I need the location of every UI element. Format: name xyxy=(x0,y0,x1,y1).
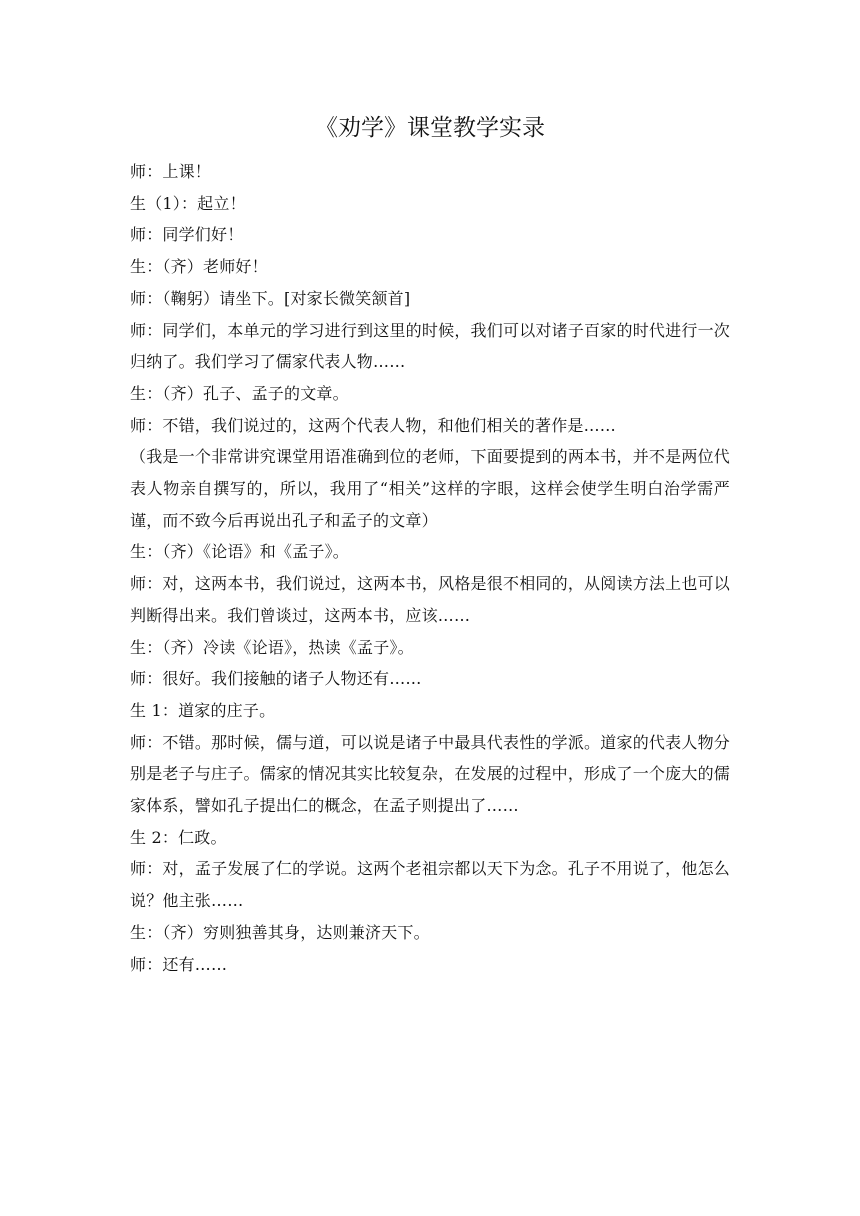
teacher-note-paragraph: （我是一个非常讲究课堂用语准确到位的老师，下面要提到的两本书，并不是两位代表人物亲自撰写的，所以，我用了“相关”这样的字眼，这样会使学生明白治学需严谨，而不致今后再说出孔子和孟子的文章） xyxy=(130,447,730,530)
paragraph: 生 1：道家的庄子。 xyxy=(130,700,276,720)
paragraph: 师：对，孟子发展了仁的学说。这两个老祖宗都以天下为念。孔子不用说了，他怎么说？他主张…… xyxy=(130,859,730,911)
paragraph: 师：同学们，本单元的学习进行到这里的时候，我们可以对诸子百家的时代进行一次归纳了。我们学习了儒家代表人物…… xyxy=(130,320,730,372)
page-title: 《劝学》课堂教学实录 xyxy=(315,115,545,141)
paragraph: 生：（齐）孔子、孟子的文章。 xyxy=(130,383,349,403)
paragraph: 师：很好。我们接触的诸子人物还有…… xyxy=(130,669,422,689)
paragraph: 师：（鞠躬）请坐下。[对家长微笑颔首] xyxy=(130,288,411,308)
paragraph: 师：对，这两本书，我们说过，这两本书，风格是很不相同的，从阅读方法上也可以判断得出来。我们曾谈过，这两本书，应该…… xyxy=(130,574,730,625)
paragraph: 生：（齐）《论语》和《孟子》。 xyxy=(130,542,350,562)
paragraph: 师：上课！ xyxy=(130,162,212,181)
paragraph: 师：同学们好！ xyxy=(130,225,244,245)
transcript-body xyxy=(130,156,730,980)
paragraph: 生：（齐）穷则独善其身，达则兼济天下。 xyxy=(130,922,430,942)
paragraph: 师：还有…… xyxy=(130,954,228,974)
paragraph: 生 2：仁政。 xyxy=(130,827,227,847)
paragraph: 生：（齐）冷读《论语》，热读《孟子》。 xyxy=(130,637,414,657)
paragraph: 生（1）：起立！ xyxy=(130,193,246,213)
paragraph: 师：不错，我们说过的，这两个代表人物，和他们相关的著作是…… xyxy=(130,415,617,435)
paragraph: 生：（齐）老师好！ xyxy=(130,257,268,277)
paragraph: 师：不错。那时候，儒与道，可以说是诸子中最具代表性的学派。道家的代表人物分别是老子与庄子。儒家的情况其实比较复杂，在发展的过程中，形成了一个庞大的儒家体系，譬如孔子提出仁的概念，在孟子则提出了…… xyxy=(130,732,730,816)
